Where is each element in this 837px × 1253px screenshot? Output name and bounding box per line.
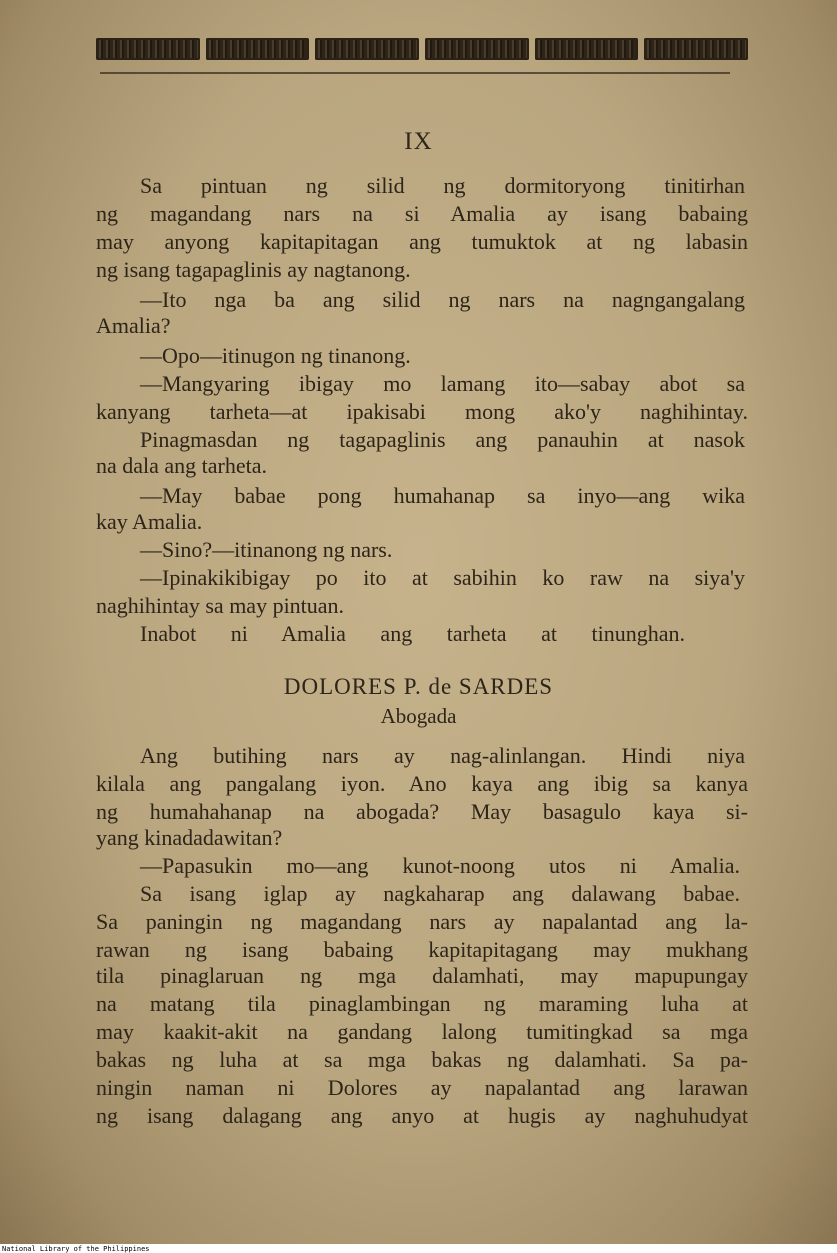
library-credit: National Library of the Philippines	[2, 1245, 150, 1253]
text-line: na matang tila pinaglambingan ng maraming luha at	[96, 991, 748, 1016]
text-line: naghihintay sa may pintuan.	[96, 593, 345, 618]
text-line: rawan ng isang babaing kapitapitagang may mukhang	[96, 937, 748, 962]
text-line: Inabot ni Amalia ang tarheta at tinunghan.	[140, 621, 685, 646]
text-line: ningin naman ni Dolores ay napalantad ang larawan	[96, 1075, 748, 1100]
text-line: Amalia?	[96, 313, 171, 338]
text-line: Sa pintuan ng silid ng dormitoryong tinitirhan	[140, 173, 745, 198]
text-line: —May babae pong humahanap sa inyo—ang wika	[140, 483, 745, 508]
text-line: Pinagmasdan ng tagapaglinis ang panauhin at nasok	[140, 427, 745, 452]
card-title: Abogada	[380, 704, 457, 728]
text-line: ng magandang nars na si Amalia ay isang babaing	[96, 201, 748, 226]
header-rule	[100, 72, 730, 74]
text-line: may anyong kapitapitagan ang tumuktok at ng labasin	[96, 229, 748, 254]
text-line: —Papasukin mo—ang kunot-noong utos ni Amalia.	[140, 853, 740, 878]
text-line: bakas ng luha at sa mga bakas ng dalamhati. Sa pa-	[96, 1047, 748, 1072]
text-line: —Sino?—itinanong ng nars.	[140, 537, 393, 562]
text-line: —Opo—itinugon ng tinanong.	[140, 343, 411, 368]
text-line: yang kinadadawitan?	[96, 825, 283, 850]
text-line: Ang butihing nars ay nag-alinlangan. Hindi niya	[140, 743, 745, 768]
text-line: ng humahahanap na abogada? May basagulo kaya si-	[96, 799, 748, 824]
text-line: —Ipinakikibigay po ito at sabihin ko raw na siya'y	[140, 565, 745, 590]
text-line: tila pinaglaruan ng mga dalamhati, may mapupungay	[96, 963, 748, 988]
text-line: Sa isang iglap ay nagkaharap ang dalawang babae.	[140, 881, 740, 906]
card-name: DOLORES P. de SARDES	[283, 674, 554, 699]
header-ornament	[96, 38, 748, 60]
text-line: ng isang tagapaglinis ay nagtanong.	[96, 257, 411, 282]
text-line: Sa paningin ng magandang nars ay napalantad ang la-	[96, 909, 748, 934]
text-line: —Mangyaring ibigay mo lamang ito—sabay abot sa	[140, 371, 745, 396]
text-line: na dala ang tarheta.	[96, 453, 268, 478]
text-line: kanyang tarheta—at ipakisabi mong ako'y naghihintay.	[96, 399, 748, 424]
chapter-heading: IX	[404, 128, 433, 155]
text-line: may kaakit-akit na gandang lalong tumitingkad sa mga	[96, 1019, 748, 1044]
text-line: kay Amalia.	[96, 509, 203, 534]
text-line: —Ito nga ba ang silid ng nars na nagngangalang	[140, 287, 745, 312]
text-line: kilala ang pangalang iyon. Ano kaya ang ibig sa kanya	[96, 771, 748, 796]
text-line: ng isang dalagang ang anyo at hugis ay naghuhudyat	[96, 1103, 748, 1128]
